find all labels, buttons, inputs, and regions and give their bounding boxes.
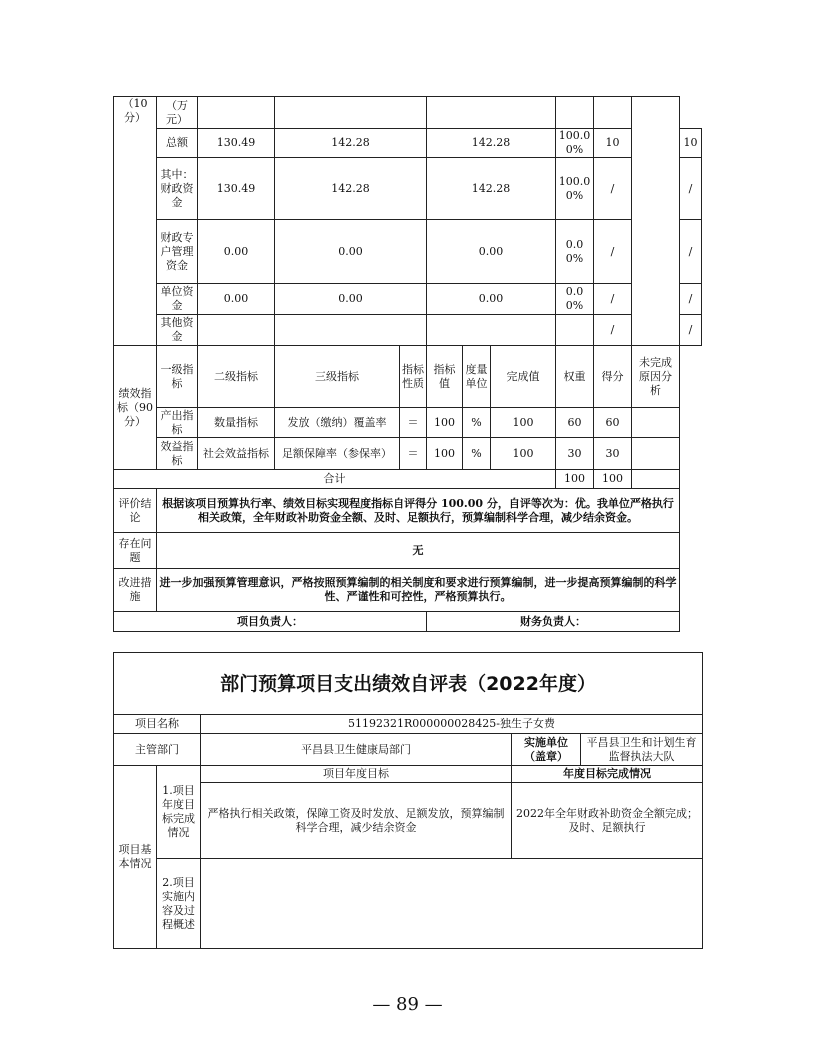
funds-row bbox=[114, 158, 702, 220]
funds-header-cell bbox=[427, 97, 556, 129]
funds-row bbox=[114, 315, 702, 346]
dept-value: 平昌县卫生健康局部门 bbox=[201, 734, 512, 766]
problems-row bbox=[114, 533, 702, 569]
funds-unit-label: （万 元） bbox=[157, 97, 198, 129]
fund-weight: 10 bbox=[594, 129, 632, 158]
fund-budget: 0.00 bbox=[198, 284, 275, 315]
ind-unit: % bbox=[463, 438, 491, 470]
fund-executed: 0.00 bbox=[427, 284, 556, 315]
fund-rate bbox=[556, 315, 594, 346]
fund-executed: 142.28 bbox=[427, 129, 556, 158]
finance-lead: 财务负责人： bbox=[427, 612, 680, 632]
fund-rate: 100.00% bbox=[556, 158, 594, 220]
header-level1: 一级指标 bbox=[157, 346, 198, 408]
funds-header-cell bbox=[594, 97, 632, 129]
fund-weight: / bbox=[594, 158, 632, 220]
ind-value: 100 bbox=[427, 438, 463, 470]
funds-blank-cell bbox=[632, 97, 680, 346]
total-blank bbox=[632, 470, 680, 489]
ind-level2: 数量指标 bbox=[198, 408, 275, 438]
fund-executed: 0.00 bbox=[427, 220, 556, 284]
indicator-row bbox=[114, 408, 702, 438]
fund-rate: 0.00% bbox=[556, 284, 594, 315]
fund-score: / bbox=[680, 284, 702, 315]
problems-text: 无 bbox=[157, 533, 680, 569]
fund-name: 单位资金 bbox=[157, 284, 198, 315]
header-value: 指标值 bbox=[427, 346, 463, 408]
funds-row bbox=[114, 284, 702, 315]
fund-budget: 130.49 bbox=[198, 158, 275, 220]
ind-weight: 60 bbox=[556, 408, 594, 438]
fund-weight: / bbox=[594, 284, 632, 315]
fund-budget: 0.00 bbox=[198, 220, 275, 284]
evaluation-table-continued bbox=[113, 96, 702, 632]
impl-unit-label: 实施单位（盖章） bbox=[512, 734, 581, 766]
dept-row bbox=[114, 734, 703, 766]
ind-done: 100 bbox=[491, 438, 556, 470]
header-level3: 三级指标 bbox=[275, 346, 400, 408]
fund-budget bbox=[198, 315, 275, 346]
goal-header: 项目年度目标 bbox=[201, 766, 512, 783]
funds-section-label: （10 分） bbox=[114, 97, 157, 346]
fund-budget: 130.49 bbox=[198, 129, 275, 158]
fund-full-year bbox=[275, 315, 427, 346]
funds-header-cell bbox=[556, 97, 594, 129]
project-name-value: 51192321R000000028425-独生子女费 bbox=[201, 715, 703, 734]
project-name-row bbox=[114, 715, 703, 734]
goal-row bbox=[114, 783, 703, 859]
fund-score: / bbox=[680, 158, 702, 220]
fund-rate: 100.00% bbox=[556, 129, 594, 158]
header-unit: 度量单位 bbox=[463, 346, 491, 408]
ind-value: 100 bbox=[427, 408, 463, 438]
improve-row bbox=[114, 569, 702, 612]
item2-label: 2.项目实施内容及过程概述 bbox=[157, 859, 201, 949]
fund-score: / bbox=[680, 220, 702, 284]
ind-weight: 30 bbox=[556, 438, 594, 470]
fund-score: 10 bbox=[680, 129, 702, 158]
dept-label: 主管部门 bbox=[114, 734, 201, 766]
indicator-section-label: 绩效指标（90分） bbox=[114, 346, 157, 470]
funds-row bbox=[114, 220, 702, 284]
problems-label: 存在问题 bbox=[114, 533, 157, 569]
evaluation-text: 根据该项目预算执行率、绩效目标实现程度指标自评得分 100.00 分，自评等次为：优。我单位严格执行相关政策，全年财政补助资金全额、及时、足额执行，预算编制科学合理，减少结余资金。 bbox=[157, 489, 680, 533]
ind-level1: 效益指标 bbox=[157, 438, 198, 470]
header-weight: 权重 bbox=[556, 346, 594, 408]
done-text: 2022年全年财政补助资金全额完成；及时、足额执行 bbox=[512, 783, 703, 859]
page-number: — 89 — bbox=[372, 994, 443, 1015]
fund-weight: / bbox=[594, 315, 632, 346]
ind-reason bbox=[632, 408, 680, 438]
evaluation-row bbox=[114, 489, 702, 533]
funds-header-cell bbox=[275, 97, 427, 129]
ind-level3: 发放（缴纳）覆盖率 bbox=[275, 408, 400, 438]
item2-row bbox=[114, 859, 703, 949]
header-level2: 二级指标 bbox=[198, 346, 275, 408]
fund-full-year: 0.00 bbox=[275, 284, 427, 315]
ind-nature: ＝ bbox=[400, 438, 427, 470]
project-name-label: 项目名称 bbox=[114, 715, 201, 734]
total-score: 100 bbox=[594, 470, 632, 489]
fund-name: 财政专户管理资金 bbox=[157, 220, 198, 284]
ind-reason bbox=[632, 438, 680, 470]
ind-level2: 社会效益指标 bbox=[198, 438, 275, 470]
total-weight: 100 bbox=[556, 470, 594, 489]
fund-full-year: 142.28 bbox=[275, 158, 427, 220]
item1-label: 1.项目年度目标完成情况 bbox=[157, 766, 201, 859]
header-score: 得分 bbox=[594, 346, 632, 408]
header-done: 完成值 bbox=[491, 346, 556, 408]
ind-score: 60 bbox=[594, 408, 632, 438]
fund-score: / bbox=[680, 315, 702, 346]
fund-name: 其他资金 bbox=[157, 315, 198, 346]
signature-row bbox=[114, 612, 702, 632]
total-row bbox=[114, 470, 702, 489]
indicator-header-row bbox=[114, 346, 702, 408]
fund-weight: / bbox=[594, 220, 632, 284]
ind-unit: % bbox=[463, 408, 491, 438]
evaluation-label: 评价结论 bbox=[114, 489, 157, 533]
total-label: 合计 bbox=[114, 470, 556, 489]
funds-row bbox=[114, 129, 702, 158]
header-nature: 指标性质 bbox=[400, 346, 427, 408]
item2-content bbox=[201, 859, 703, 949]
fund-name: 总额 bbox=[157, 129, 198, 158]
fund-full-year: 0.00 bbox=[275, 220, 427, 284]
done-header: 年度目标完成情况 bbox=[512, 766, 703, 783]
fund-rate: 0.00% bbox=[556, 220, 594, 284]
fund-name: 其中：财政资金 bbox=[157, 158, 198, 220]
ind-level3: 足额保障率（参保率） bbox=[275, 438, 400, 470]
funds-header-cell bbox=[198, 97, 275, 129]
ind-level1: 产出指标 bbox=[157, 408, 198, 438]
impl-unit-value: 平昌县卫生和计划生育监督执法大队 bbox=[581, 734, 703, 766]
goal-text: 严格执行相关政策，保障工资及时发放、足额发放，预算编制科学合理，减少结余资金 bbox=[201, 783, 512, 859]
project-lead: 项目负责人： bbox=[114, 612, 427, 632]
basic-info-label: 项目基本情况 bbox=[114, 766, 157, 949]
form-title: 部门预算项目支出绩效自评表（2022年度） bbox=[114, 653, 703, 715]
goal-header-row bbox=[114, 766, 703, 783]
self-evaluation-form-2022 bbox=[113, 652, 703, 949]
improve-text: 进一步加强预算管理意识，严格按照预算编制的相关制度和要求进行预算编制，进一步提高预算编制的科学性、严谨性和可控性，严格预算执行。 bbox=[157, 569, 680, 612]
fund-full-year: 142.28 bbox=[275, 129, 427, 158]
ind-done: 100 bbox=[491, 408, 556, 438]
header-reason: 未完成原因分析 bbox=[632, 346, 680, 408]
indicator-row bbox=[114, 438, 702, 470]
fund-executed: 142.28 bbox=[427, 158, 556, 220]
fund-executed bbox=[427, 315, 556, 346]
improve-label: 改进措施 bbox=[114, 569, 157, 612]
ind-nature: ＝ bbox=[400, 408, 427, 438]
ind-score: 30 bbox=[594, 438, 632, 470]
